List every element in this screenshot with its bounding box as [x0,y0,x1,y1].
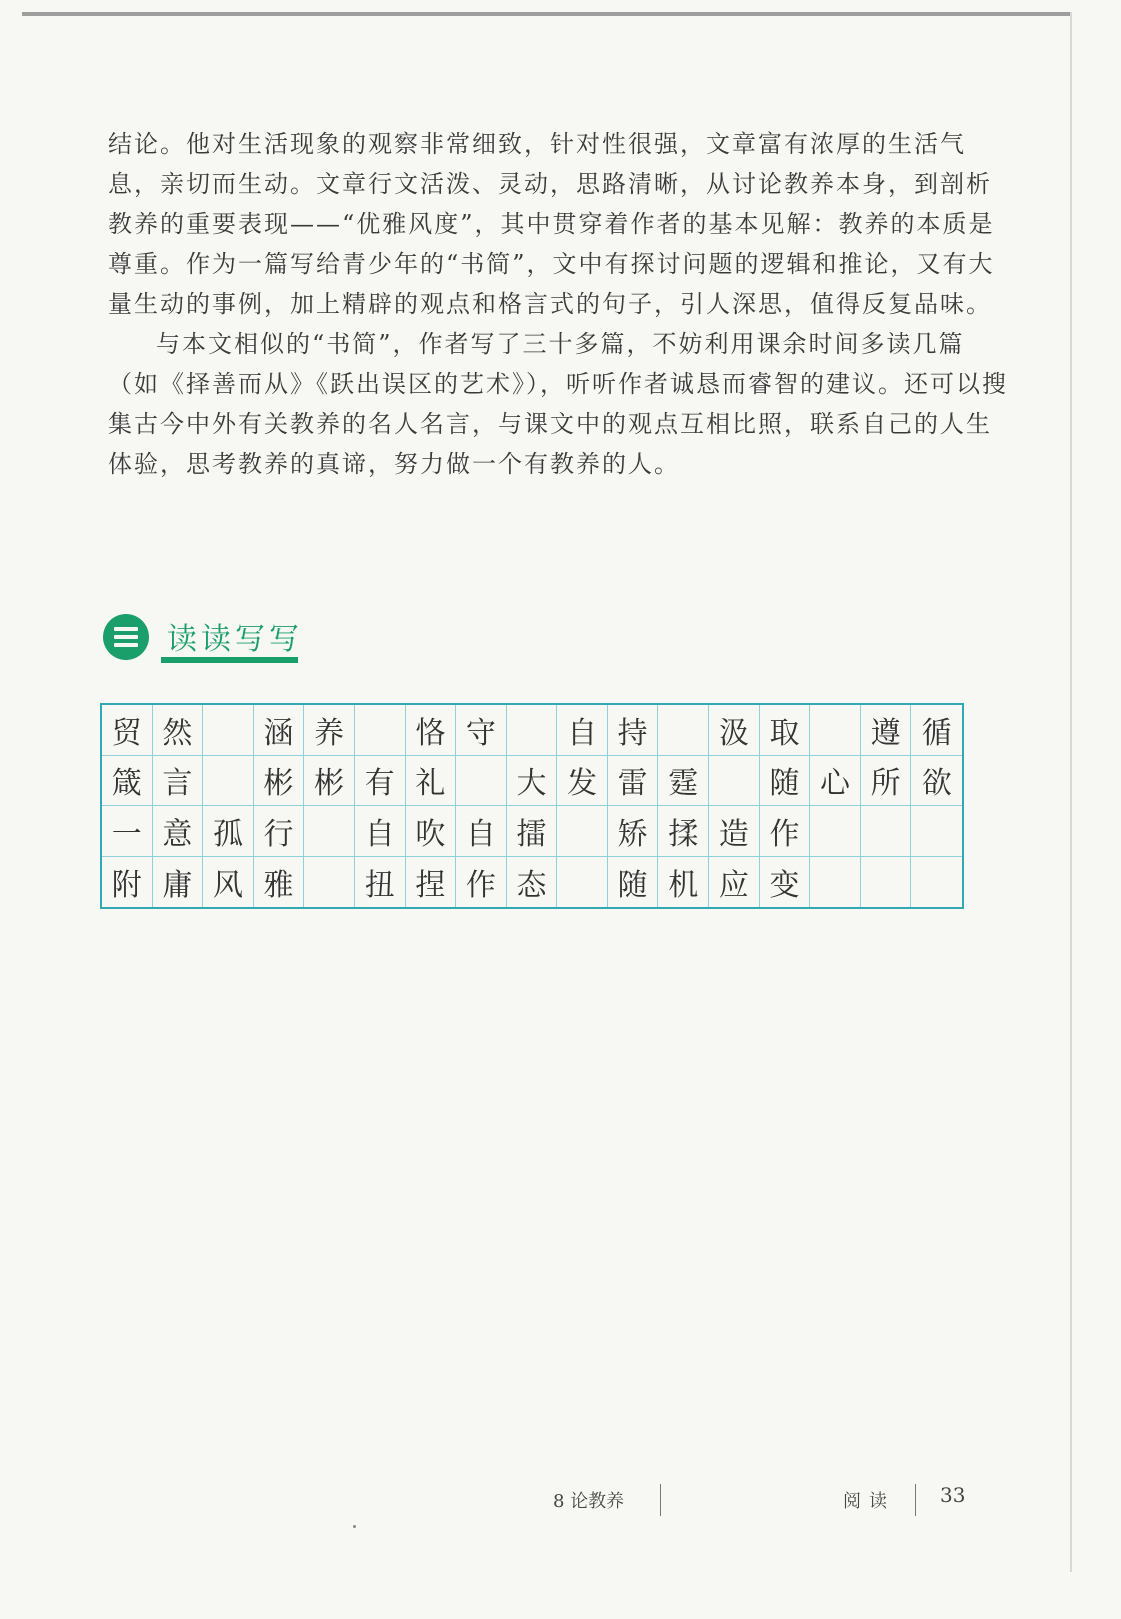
section-header [103,614,303,674]
grid-cell: 养 [304,705,355,756]
grid-cell: 所 [861,756,912,807]
grid-cell [557,857,608,908]
grid-cell: 发 [557,756,608,807]
grid-cell: 循 [911,705,962,756]
grid-cell: 随 [608,857,659,908]
section-underline [161,657,298,663]
grid-cell: 自 [557,705,608,756]
grid-cell: 造 [709,806,760,857]
page-right-edge [1070,12,1072,1572]
body-text [108,124,1008,484]
grid-cell: 欲 [911,756,962,807]
grid-cell [658,705,709,756]
grid-cell: 取 [760,705,811,756]
grid-cell: 行 [254,806,305,857]
grid-cell: 作 [760,806,811,857]
grid-cell: 霆 [658,756,709,807]
grid-cell: 吹 [406,806,457,857]
grid-cell: 心 [810,756,861,807]
grid-cell [861,857,912,908]
footer-divider [660,1484,661,1516]
grid-cell [861,806,912,857]
grid-cell: 雅 [254,857,305,908]
grid-cell: 随 [760,756,811,807]
grid-cell: 一 [102,806,153,857]
grid-cell [709,756,760,807]
grid-cell: 庸 [153,857,204,908]
grid-cell: 作 [456,857,507,908]
page-top-edge [22,12,1072,16]
grid-cell [304,857,355,908]
paragraph-2: 与本文相似的“书简”，作者写了三十多篇，不妨利用课余时间多读几篇（如《择善而从》《跃出误区的艺术》），听听作者诚恳而睿智的建议。还可以搜集古今中外有关教养的名人名言，与课文中的观点互相比照，联系自己的人生体验，思考教养的真谛，努力做一个有教养的人。 [108,330,1008,478]
grid-cell: 自 [355,806,406,857]
grid-cell: 扭 [355,857,406,908]
grid-cell [203,705,254,756]
grid-cell: 遵 [861,705,912,756]
grid-cell: 彬 [304,756,355,807]
grid-cell: 变 [760,857,811,908]
grid-cell: 箴 [102,756,153,807]
grid-cell [911,806,962,857]
grid-cell: 意 [153,806,204,857]
grid-cell [203,756,254,807]
grid-cell: 汲 [709,705,760,756]
grid-cell: 捏 [406,857,457,908]
section-title: 读读写写 [167,622,303,657]
grid-cell: 恪 [406,705,457,756]
grid-cell [304,806,355,857]
grid-cell [355,705,406,756]
grid-cell [810,806,861,857]
grid-cell: 应 [709,857,760,908]
grid-cell: 大 [507,756,558,807]
speck [353,1525,356,1528]
grid-cell: 持 [608,705,659,756]
grid-cell: 揉 [658,806,709,857]
grid-cell: 矫 [608,806,659,857]
grid-cell [810,857,861,908]
grid-cell: 孤 [203,806,254,857]
grid-cell: 礼 [406,756,457,807]
footer-divider [915,1484,916,1516]
grid-cell: 机 [658,857,709,908]
grid-cell: 贸 [102,705,153,756]
grid-cell: 附 [102,857,153,908]
page-footer [0,1483,1121,1527]
grid-cell: 擂 [507,806,558,857]
grid-cell: 雷 [608,756,659,807]
grid-cell [507,705,558,756]
grid-cell: 彬 [254,756,305,807]
grid-cell [557,806,608,857]
word-grid [100,703,964,909]
grid-cell: 态 [507,857,558,908]
grid-cell: 守 [456,705,507,756]
grid-cell [911,857,962,908]
grid-cell: 涵 [254,705,305,756]
footer-chapter: 8 论教养 [553,1491,625,1512]
section-number-icon [103,614,149,660]
paragraph-1: 结论。他对生活现象的观察非常细致，针对性很强，文章富有浓厚的生活气息，亲切而生动。文章行文活泼、灵动，思路清晰，从讨论教养本身，到剖析教养的重要表现——“优雅风度”，其中贯穿着作者的基本见解：教养的本质是尊重。作为一篇写给青少年的“书简”，文中有探讨问题的逻辑和推论，又有大量生动的事例，加上精辟的观点和格言式的句子，引人深思，值得反复品味。 [108,130,995,318]
grid-cell: 风 [203,857,254,908]
grid-cell [456,756,507,807]
grid-cell: 有 [355,756,406,807]
grid-cell: 言 [153,756,204,807]
grid-cell: 自 [456,806,507,857]
grid-cell: 然 [153,705,204,756]
footer-label: 阅读 [843,1491,895,1512]
grid-cell [810,705,861,756]
page-number: 33 [940,1483,966,1507]
